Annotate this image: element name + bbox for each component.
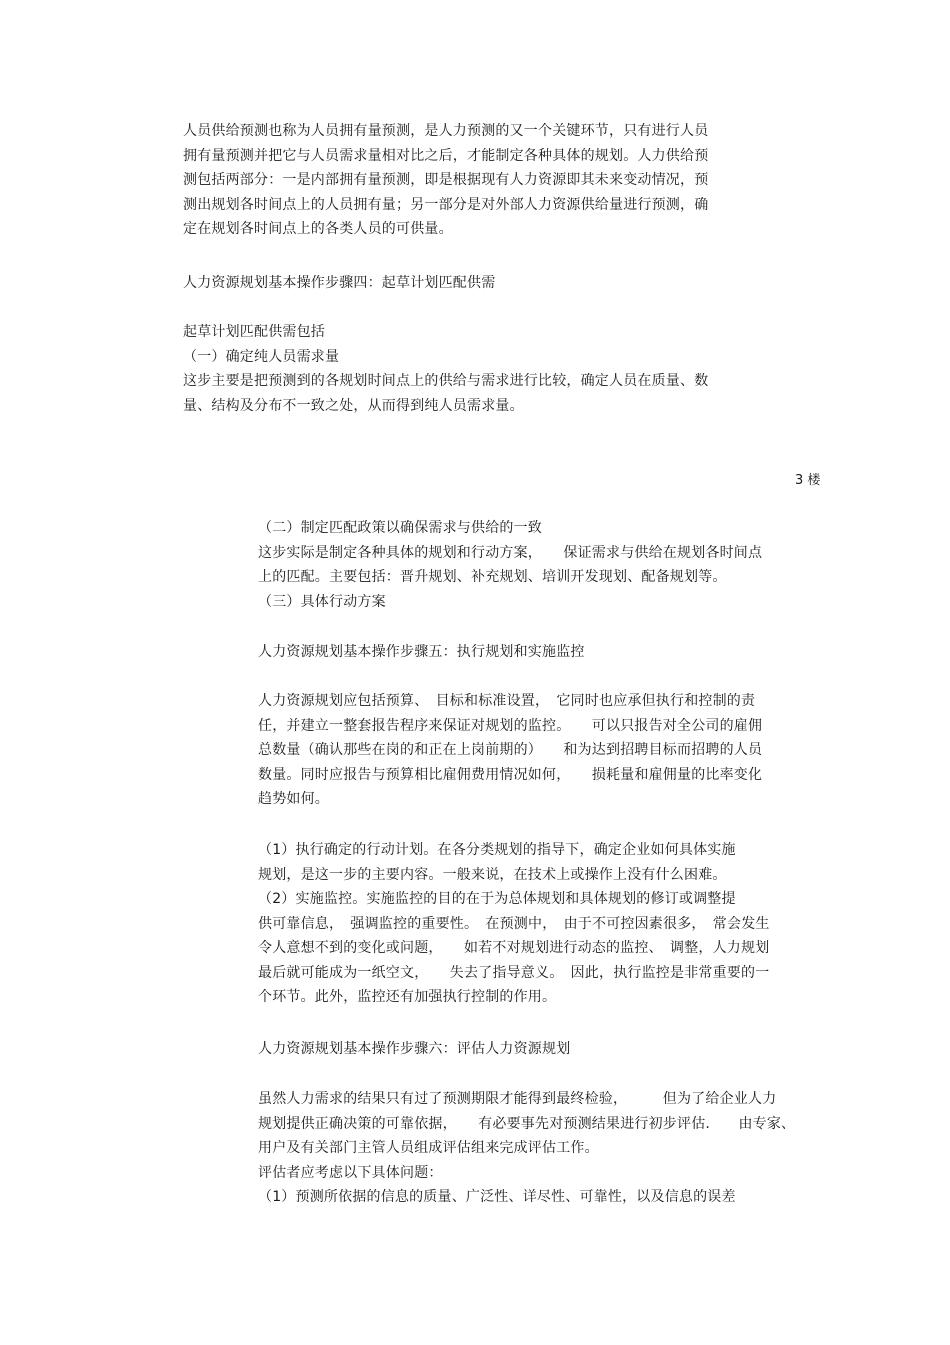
text-line: 人力资源规划应包括预算、 目标和标准设置， 它同时也应承但执行和控制的责 bbox=[258, 693, 756, 709]
text-line: 任，并建立一整套报告程序来保证对规划的监控。 可以只报告对全公司的雇佣 bbox=[258, 717, 763, 734]
paragraph-supply-forecast bbox=[183, 119, 708, 242]
heading-step-six: 人力资源规划基本操作步骤六：评估人力资源规划 bbox=[258, 1041, 571, 1057]
text-line: 用户及有关部门主管人员组成评估组来完成评估工作。 bbox=[258, 1140, 599, 1156]
text-line: 个环节。此外，监控还有加强执行控制的作用。 bbox=[258, 989, 557, 1005]
text-line: （三）具体行动方案 bbox=[258, 593, 386, 610]
paragraph-evaluation bbox=[258, 1087, 795, 1210]
text-line: （一）确定纯人员需求量 bbox=[183, 348, 340, 365]
paragraph-matching-policy bbox=[258, 516, 762, 614]
text-line: 数量。同时应报告与预算相比雇佣费用情况如何， 损耗量和雇佣量的比率变化 bbox=[258, 766, 763, 783]
heading-step-five: 人力资源规划基本操作步骤五：执行规划和实施监控 bbox=[258, 644, 585, 660]
paragraph-execution-monitoring bbox=[258, 838, 770, 1010]
text-line: （2）实施监控。实施监控的目的在于为总体规划和具体规划的修订或调整提 bbox=[258, 891, 736, 907]
text-line: 评估者应考虑以下具体问题： bbox=[258, 1164, 443, 1181]
text-line: 虽然人力需求的结果只有过了预测期限才能得到最终检验， 但为了给企业人力 bbox=[258, 1091, 777, 1107]
text-line: 上的匹配。主要包括：晋升规划、补充规划、培训开发现划、配备规划等。 bbox=[258, 569, 727, 585]
text-line: （1）执行确定的行动计划。在各分类规划的指导下，确定企业如何具体实施 bbox=[258, 842, 736, 858]
text-line: 趋势如何。 bbox=[258, 791, 329, 807]
paragraph-draft-plan bbox=[183, 320, 708, 418]
text-line: 拥有量预测并把它与人员需求量相对比之后，才能制定各种具体的规划。人力供给预 bbox=[183, 147, 709, 164]
text-line: 令人意想不到的变化或问题， 如若不对规划进行动态的监控、 调整，人力规划 bbox=[258, 940, 770, 956]
text-line: 测出规划各时间点上的人员拥有量；另一部分是对外部人力资源供给量进行预测，确 bbox=[183, 196, 709, 213]
text-line: 测包括两部分：一是内部拥有量预测，即是根据现有人力资源即其未来变动情况，预 bbox=[183, 172, 709, 188]
text-line: 规划，是这一步的主要内容。一般来说，在技术上或操作上没有什么困难。 bbox=[258, 866, 727, 883]
paragraph-budget-monitoring bbox=[258, 689, 762, 812]
text-line: 总数量（确认那些在岗的和正在上岗前期的） 和为达到招聘目标而招聘的人员 bbox=[258, 742, 763, 758]
text-line: 这步主要是把预测到的各规划时间点上的供给与需求进行比较，确定人员在质量、数 bbox=[183, 373, 709, 389]
floor-label: 3 楼 bbox=[795, 473, 821, 488]
text-line: （二）制定匹配政策以确保需求与供给的一致 bbox=[258, 520, 542, 536]
text-line: 供可靠信息， 强调监控的重要性。 在预测中， 由于不可控因素很多， 常会发生 bbox=[258, 915, 770, 932]
text-line: 量、结构及分布不一致之处，从而得到纯人员需求量。 bbox=[183, 397, 524, 414]
text-line: 这步实际是制定各种具体的规划和行动方案， 保证需求与供给在规划各时间点 bbox=[258, 544, 763, 561]
heading-step-four: 人力资源规划基本操作步骤四：起草计划匹配供需 bbox=[183, 275, 496, 291]
text-line: 起草计划匹配供需包括 bbox=[183, 324, 325, 340]
text-line: 最后就可能成为一纸空文， 失去了指导意义。 因此，执行监控是非常重要的一 bbox=[258, 964, 770, 981]
text-line: 定在规划各时间点上的各类人员的可供量。 bbox=[183, 221, 453, 237]
text-line: （1）预测所依据的信息的质量、广泛性、详尽性、可靠性，以及信息的误差 bbox=[258, 1189, 736, 1205]
text-line: 人员供给预测也称为人员拥有量预测，是人力预测的又一个关键环节，只有进行人员 bbox=[183, 123, 709, 139]
text-line: 规划提供正确决策的可靠依据， 有必要事先对预测结果进行初步评估. 由专家、 bbox=[258, 1115, 796, 1132]
